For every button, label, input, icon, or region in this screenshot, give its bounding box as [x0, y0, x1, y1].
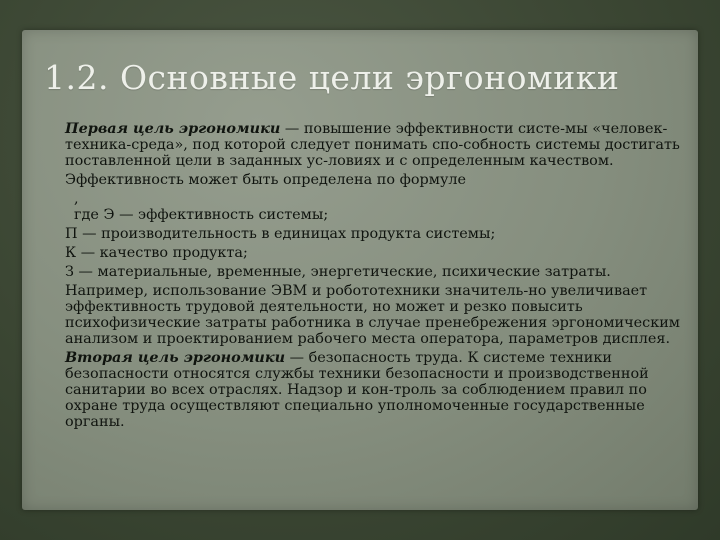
- first-goal-text: — повышение эффективности систе-мы «человек-техника-среда», под которой следует понимать спо-собность системы достигать поставленной цели в заданных ус-ловиях и с определенным качеством.: [65, 121, 680, 169]
- paragraph-example: Например, использование ЭВМ и робототехники значитель-но увеличивает эффективность трудовой деятельности, но может и резко повысить психофизические затраты работника в случае пренебрежения эргономическим анализом и проектированием рабочего места оператора, параметров дисплея.: [65, 283, 680, 347]
- paragraph-definition-k: К — качество продукта;: [65, 245, 248, 261]
- slide-body: [65, 121, 680, 430]
- formula-placeholder: ,: [74, 191, 79, 207]
- paragraph-first-goal: [65, 121, 680, 169]
- paragraph-formula-intro: Эффективность может быть определена по формуле: [65, 172, 467, 188]
- slide-title: 1.2. Основные цели эргономики: [44, 58, 620, 97]
- second-goal-text: — безопасность труда. К системе техники безопасности относятся службы техники безопасности и производственной санитарии во всех отраслях. Надзор и кон-троль за соблюдением правил по охране труда осуществляют специально уполномоченные государственные органы.: [65, 350, 649, 430]
- second-goal-heading: Вторая цель эргономики: [65, 349, 286, 366]
- paragraph-definition-e: где Э — эффективность системы;: [74, 207, 329, 223]
- paragraph-second-goal: [65, 350, 680, 430]
- paragraph-definition-z: З — материальные, временные, энергетические, психические затраты.: [65, 264, 611, 280]
- first-goal-heading: Первая цель эргономики: [65, 120, 281, 137]
- paragraph-definition-p: П — производительность в единицах продукта системы;: [65, 226, 496, 242]
